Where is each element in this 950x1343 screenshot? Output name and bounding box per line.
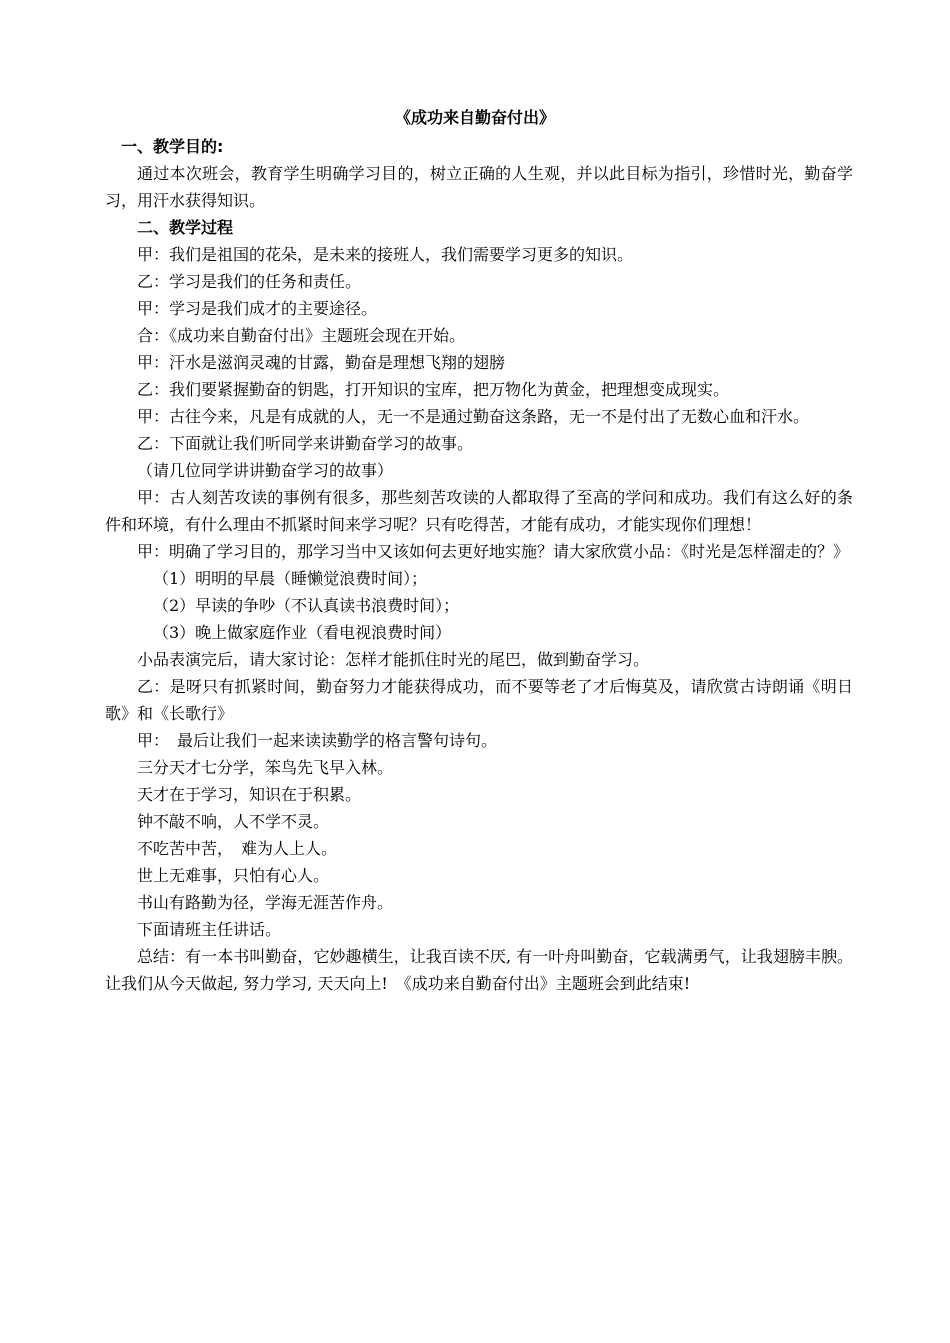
paragraph: 乙：是呀只有抓紧时间，勤奋努力才能获得成功，而不要等老了才后悔莫及，请欣赏古诗朗诵《明日歌》和《长歌行》 [105,677,853,723]
paragraph: 甲： 最后让我们一起来读读勤学的格言警句诗句。 [137,731,498,750]
paragraph: 小品表演完后，请大家讨论：怎样才能抓住时光的尾巴，做到勤奋学习。 [137,650,650,669]
paragraph: 甲：古人刻苦攻读的事例有很多，那些刻苦攻读的人都取得了至高的学问和成功。我们有这么好的条件和环境，有什么理由不抓紧时间来学习呢？只有吃得苦，才能有成功，才能实现你们理想！ [105,488,853,534]
proverb-line: 不吃苦中苦， 难为人上人。 [137,839,338,858]
document-body [105,133,853,997]
proverb-line: 三分天才七分学，笨鸟先飞早入林。 [137,758,394,777]
skit-item: （1）明明的早晨（睡懒觉浪费时间）； [153,569,428,588]
paragraph-summary: 总结：有一本书叫勤奋，它妙趣横生，让我百读不厌, 有一叶舟叫勤奋，它载满勇气，让我翅膀丰腴。让我们从今天做起, 努力学习, 天天向上! 《成功来自勤奋付出》主题班会到此结束! [105,947,853,993]
paragraph-purpose: 通过本次班会，教育学生明确学习目的，树立正确的人生观，并以此目标为指引，珍惜时光，勤奋学习，用汗水获得知识。 [105,164,853,210]
paragraph: 甲：学习是我们成才的主要途径。 [137,299,378,318]
paragraph: 下面请班主任讲话。 [137,920,282,939]
skit-item: （2）早读的争吵（不认真读书浪费时间）； [153,596,460,615]
skit-item: （3）晚上做家庭作业（看电视浪费时间） [153,623,452,642]
paragraph: 甲：汗水是滋润灵魂的甘露，勤奋是理想飞翔的翅膀 [137,353,506,372]
paragraph: 乙：下面就让我们听同学来讲勤奋学习的故事。 [137,434,474,453]
paragraph: 乙：学习是我们的任务和责任。 [137,272,362,291]
proverb-line: 钟不敲不响，人不学不灵。 [137,812,330,831]
paragraph: （请几位同学讲讲勤奋学习的故事） [137,461,394,480]
paragraph: 合：《成功来自勤奋付出》主题班会现在开始。 [137,326,466,345]
paragraph: 甲：古往今来，凡是有成就的人，无一不是通过勤奋这条路，无一不是付出了无数心血和汗水。 [137,407,810,426]
proverb-line: 世上无难事，只怕有心人。 [137,866,330,885]
paragraph: 乙：我们要紧握勤奋的钥匙，打开知识的宝库，把万物化为黄金，把理想变成现实。 [137,380,730,399]
section-heading-process: 二、教学过程 [137,218,234,237]
paragraph: 甲：我们是祖国的花朵，是未来的接班人，我们需要学习更多的知识。 [137,245,634,264]
document-title: 《成功来自勤奋付出》 [394,108,555,127]
section-heading-purpose: 一、教学目的: [121,137,224,156]
proverb-line: 天才在于学习，知识在于积累。 [137,785,362,804]
proverb-line: 书山有路勤为径，学海无涯苦作舟。 [137,893,394,912]
paragraph: 甲：明确了学习目的，那学习当中又该如何去更好地实施？请大家欣赏小品：《时光是怎样溜走的？》 [137,542,850,561]
